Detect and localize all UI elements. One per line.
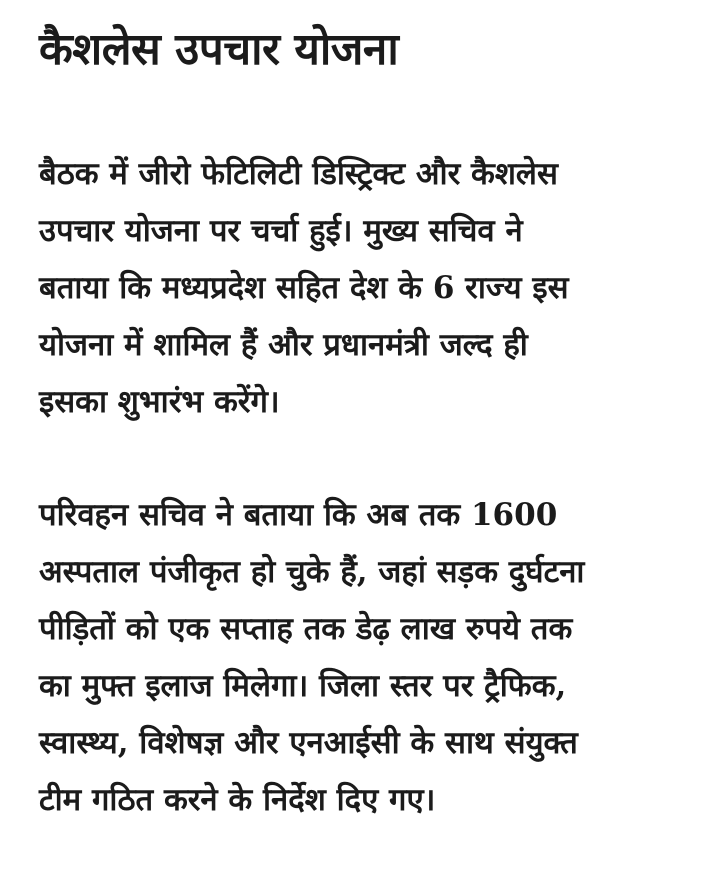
article-title: कैशलेस उपचार योजना	[39, 24, 399, 75]
paragraph-line: बताया कि मध्यप्रदेश सहित देश के 6 राज्य इस	[39, 270, 569, 306]
paragraph-line: इसका शुभारंभ करेंगे।	[39, 384, 280, 420]
paragraph-line: टीम गठित करने के निर्देश दिए गए।	[39, 782, 436, 818]
paragraph-line: स्वास्थ्य, विशेषज्ञ और एनआईसी के साथ संयुक्त	[39, 725, 578, 761]
paragraph-line: योजना में शामिल हैं और प्रधानमंत्री जल्द ही	[39, 327, 528, 363]
article-paragraph-2	[39, 487, 707, 829]
article	[39, 18, 707, 829]
paragraph-line: का मुफ्त इलाज मिलेगा। जिला स्तर पर ट्रैफिक,	[39, 668, 567, 704]
paragraph-line: अस्पताल पंजीकृत हो चुके हैं, जहां सड़क दुर्घटना	[39, 554, 585, 590]
paragraph-line: पीड़ितों को एक सप्ताह तक डेढ़ लाख रुपये तक	[39, 611, 573, 647]
article-paragraph-1	[39, 146, 707, 431]
paragraph-line: उपचार योजना पर चर्चा हुई। मुख्य सचिव ने	[39, 213, 523, 249]
paragraph-line: परिवहन सचिव ने बताया कि अब तक 1600	[39, 497, 558, 533]
paragraph-line: बैठक में जीरो फेटिलिटी डिस्ट्रिक्ट और कैशलेस	[39, 156, 558, 192]
